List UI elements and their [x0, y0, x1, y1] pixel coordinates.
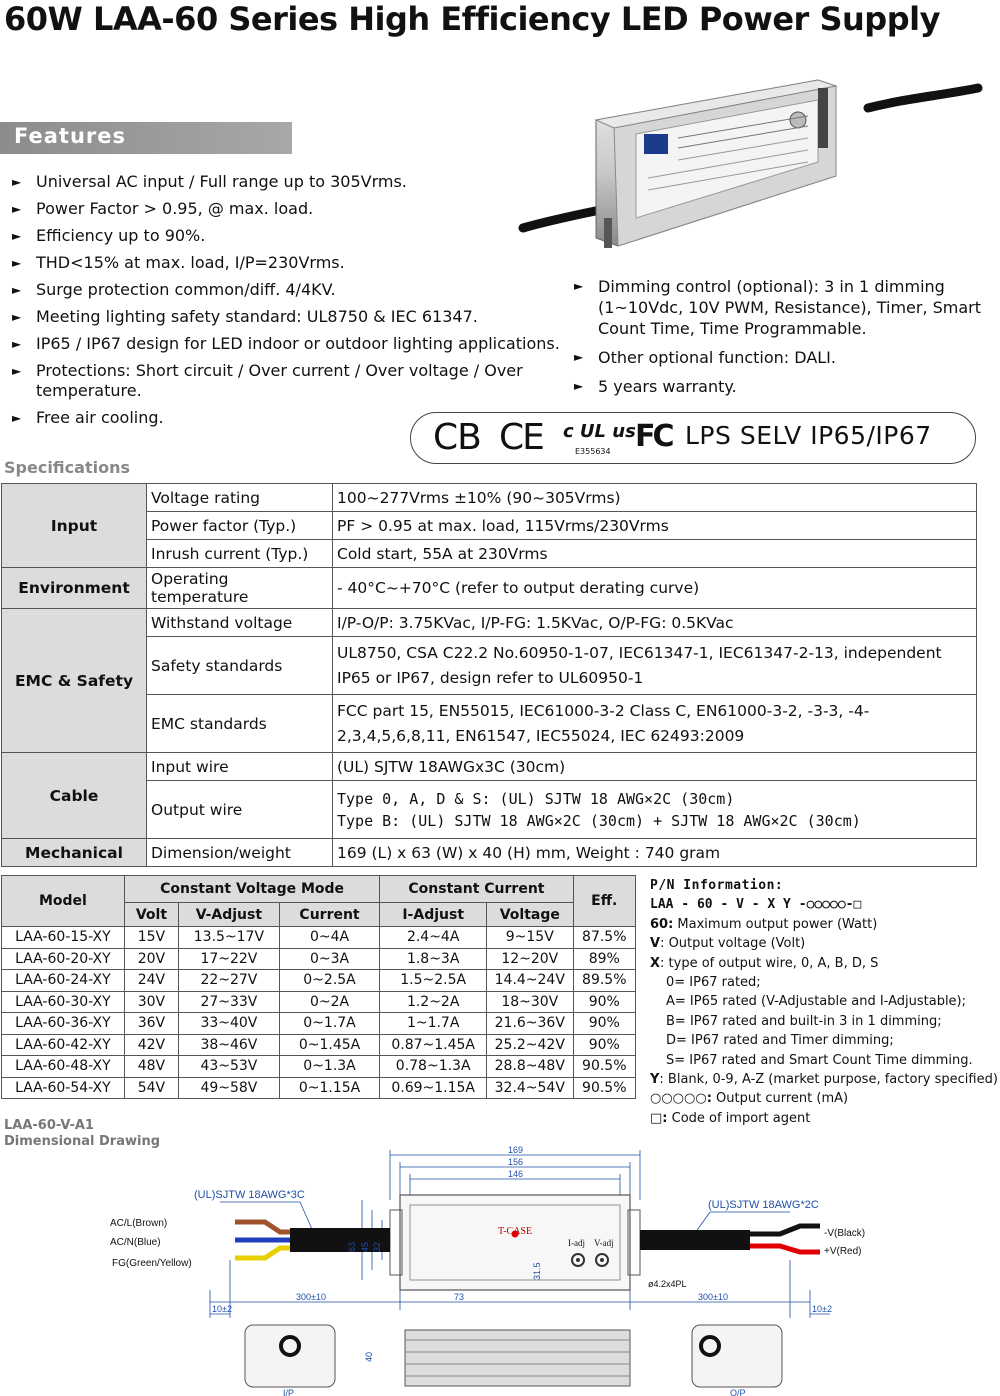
spec-value: UL8750, CSA C22.2 No.60950-1-07, IEC61347-1, IEC61347-2-13, independent IP65 or IP67, design refer to UL60950-1 — [333, 637, 977, 695]
spec-value: - 40°C~+70°C (refer to output derating curve) — [333, 568, 977, 609]
col-header: Constant Current — [380, 876, 573, 903]
table-row — [2, 1034, 636, 1056]
table-cell: 33~40V — [179, 1013, 280, 1035]
feature-item: ► Universal AC input / Full range up to 305Vrms. — [12, 172, 572, 192]
product-photo — [518, 68, 986, 258]
vadj-label: V-adj — [594, 1238, 614, 1248]
pn-desc: : Output voltage (Volt) — [660, 936, 806, 952]
feature-item: ► Power Factor > 0.95, @ max. load. — [12, 199, 572, 219]
table-cell: 38~46V — [179, 1034, 280, 1056]
pn-option: S= IP67 rated and Smart Count Time dimming. — [666, 1052, 973, 1068]
table-row — [2, 1077, 636, 1099]
pn-line — [650, 954, 1000, 973]
dim-40: 40 — [364, 1351, 374, 1362]
spec-item: Withstand voltage — [147, 609, 333, 637]
table-cell: 1.5~2.5A — [380, 970, 487, 992]
pn-desc: Code of import agent — [667, 1110, 811, 1126]
spec-value: Cold start, 55A at 230Vrms — [333, 540, 977, 568]
table-cell: 49~58V — [179, 1077, 280, 1099]
pn-line — [650, 934, 1000, 953]
pn-key: □: — [650, 1110, 668, 1126]
feature-item: ► 5 years warranty. — [574, 376, 994, 397]
col-header: Voltage — [487, 903, 574, 927]
dim-10-out: 10±2 — [812, 1304, 832, 1314]
table-cell: 0~1.15A — [279, 1077, 380, 1099]
certification-logos — [410, 412, 976, 464]
table-cell: LAA-60-30-XY — [2, 991, 125, 1013]
pn-option: B= IP67 rated and built-in 3 in 1 dimming; — [666, 1013, 942, 1029]
features-list-left — [12, 172, 572, 435]
table-cell: 89.5% — [573, 970, 635, 992]
table-cell: 0.87~1.45A — [380, 1034, 487, 1056]
table-cell: 9~15V — [487, 927, 574, 949]
dim-169: 169 — [508, 1145, 524, 1155]
table-cell: 48V — [124, 1056, 178, 1078]
col-header: Model — [2, 876, 125, 927]
table-cell: 90% — [573, 1034, 635, 1056]
table-cell: 18~30V — [487, 991, 574, 1013]
spec-value: 100~277Vrms ±10% (90~305Vrms) — [333, 484, 977, 512]
table-cell: 24V — [124, 970, 178, 992]
table-cell: 25.2~42V — [487, 1034, 574, 1056]
pn-line — [650, 1109, 1000, 1128]
pn-line — [650, 1070, 1000, 1089]
table-cell: 14.4~24V — [487, 970, 574, 992]
spec-value: 169 (L) x 63 (W) x 40 (H) mm, Weight : 740 gram — [333, 839, 977, 867]
feature-item: ► IP65 / IP67 design for LED indoor or outdoor lighting applications. — [12, 334, 572, 354]
cb-logo: CB — [433, 417, 481, 458]
table-row — [2, 1013, 636, 1035]
spec-item: Power factor (Typ.) — [147, 512, 333, 540]
table-cell: 42V — [124, 1034, 178, 1056]
dim-63: 63 — [347, 1241, 357, 1252]
spec-category: EMC & Safety — [2, 609, 147, 753]
output-wire-line-1: Type 0, A, D & S: (UL) SJTW 18 AWG×2C (30cm) — [337, 789, 735, 808]
dim-31-5: 31.5 — [532, 1262, 542, 1280]
table-cell: 89% — [573, 948, 635, 970]
table-cell: 0.78~1.3A — [380, 1056, 487, 1078]
spec-value: (UL) SJTW 18AWGx3C (30cm) — [333, 753, 977, 781]
table-row — [2, 948, 636, 970]
feature-item: ► Other optional function: DALI. — [574, 347, 994, 368]
col-header: Eff. — [573, 876, 635, 927]
spec-item: EMC standards — [147, 695, 333, 753]
table-cell: 1.2~2A — [380, 991, 487, 1013]
spec-item: Inrush current (Typ.) — [147, 540, 333, 568]
table-row — [2, 927, 636, 949]
pn-code: LAA - 60 - V - X Y -○○○○○-□ — [650, 897, 862, 913]
acn-label: AC/N(Blue) — [110, 1237, 161, 1248]
dim-10-in: 10±2 — [212, 1304, 232, 1314]
table-cell: LAA-60-24-XY — [2, 970, 125, 992]
fcc-logo: FC — [635, 419, 672, 454]
table-cell: 90.5% — [573, 1056, 635, 1078]
table-cell: 43~53V — [179, 1056, 280, 1078]
pn-desc: Output current (mA) — [711, 1091, 849, 1107]
table-cell: 22~27V — [179, 970, 280, 992]
table-cell: LAA-60-42-XY — [2, 1034, 125, 1056]
table-cell: 13.5~17V — [179, 927, 280, 949]
pn-key: ○○○○○: — [650, 1091, 712, 1107]
feature-item: ► Free air cooling. — [12, 408, 572, 428]
pn-key: 60: — [650, 916, 674, 932]
spec-value — [333, 781, 977, 839]
dim-45: 45 — [360, 1241, 370, 1252]
dim-156: 156 — [508, 1157, 524, 1167]
op-label: O/P — [730, 1388, 746, 1396]
table-cell: 17~22V — [179, 948, 280, 970]
pn-desc: : Blank, 0-9, A-Z (market purpose, factory specified) — [659, 1072, 998, 1088]
feature-item: ► Protections: Short circuit / Over current / Over voltage / Over temperature. — [12, 361, 532, 401]
pn-desc: Maximum output power (Watt) — [673, 916, 878, 932]
pn-desc: : type of output wire, 0, A, B, D, S — [660, 955, 879, 971]
vneg-label: -V(Black) — [824, 1228, 866, 1239]
table-row — [2, 1056, 636, 1078]
pn-heading: P/N Information: — [650, 878, 784, 893]
ip-label: I/P — [283, 1388, 295, 1396]
feature-item: ► THD<15% at max. load, I/P=230Vrms. — [12, 253, 572, 273]
acl-label: AC/L(Brown) — [110, 1218, 168, 1229]
spec-value: I/P-O/P: 3.75KVac, I/P-FG: 1.5KVac, O/P-FG: 0.5KVac — [333, 609, 977, 637]
spec-category: Input — [2, 484, 147, 568]
table-cell: 87.5% — [573, 927, 635, 949]
hole-label: ø4.2x4PL — [648, 1279, 687, 1289]
output-cable-label: (UL)SJTW 18AWG*2C — [708, 1199, 819, 1211]
spec-value: FCC part 15, EN55015, IEC61000-3-2 Class C, EN61000-3-2, -3-3, -4-2,3,4,5,6,8,11, EN61547, IEC55024, IEC 62493:2009 — [333, 695, 977, 753]
spec-item: Safety standards — [147, 637, 333, 695]
table-cell: LAA-60-15-XY — [2, 927, 125, 949]
table-cell: 2.4~4A — [380, 927, 487, 949]
fg-label: FG(Green/Yellow) — [112, 1258, 192, 1269]
pn-line — [650, 1089, 1000, 1108]
pn-key: V — [650, 936, 661, 952]
iadj-label: I-adj — [568, 1238, 585, 1248]
dim-73: 73 — [454, 1292, 465, 1302]
vpos-label: +V(Red) — [824, 1246, 862, 1257]
col-header: Constant Voltage Mode — [124, 876, 380, 903]
col-header: I-Adjust — [380, 903, 487, 927]
col-header: Current — [279, 903, 380, 927]
table-cell: 28.8~48V — [487, 1056, 574, 1078]
table-cell: 27~33V — [179, 991, 280, 1013]
spec-item: Voltage rating — [147, 484, 333, 512]
dimensional-drawing — [100, 1140, 980, 1396]
model-table — [1, 875, 636, 1099]
table-cell: 12~20V — [487, 948, 574, 970]
pn-key: Y — [650, 1072, 660, 1088]
features-list-right — [574, 276, 994, 405]
pn-option: 0= IP67 rated; — [666, 975, 761, 991]
spec-category: Mechanical — [2, 839, 147, 867]
drawing-model: LAA-60-V-A1 — [4, 1118, 94, 1133]
table-cell: 90% — [573, 991, 635, 1013]
table-cell: 36V — [124, 1013, 178, 1035]
table-cell: LAA-60-20-XY — [2, 948, 125, 970]
spec-category: Environment — [2, 568, 147, 609]
feature-item: ► Surge protection common/diff. 4/4KV. — [12, 280, 572, 300]
table-cell: 1.8~3A — [380, 948, 487, 970]
pn-line — [650, 915, 1000, 934]
dim-300-out: 300±10 — [698, 1292, 728, 1302]
table-row — [2, 991, 636, 1013]
table-cell: LAA-60-48-XY — [2, 1056, 125, 1078]
spec-item: Output wire — [147, 781, 333, 839]
table-cell: 0~1.3A — [279, 1056, 380, 1078]
table-cell: 0.69~1.15A — [380, 1077, 487, 1099]
table-cell: 90% — [573, 1013, 635, 1035]
ul-file-number: E355634 — [575, 447, 611, 456]
table-cell: 0~3A — [279, 948, 380, 970]
table-cell: 0~1.45A — [279, 1034, 380, 1056]
table-cell: 0~2A — [279, 991, 380, 1013]
dim-146: 146 — [508, 1169, 524, 1179]
ce-logo: CE — [499, 417, 543, 458]
table-cell: 54V — [124, 1077, 178, 1099]
cert-text: LPS SELV IP65/IP67 — [685, 421, 932, 450]
table-cell: LAA-60-54-XY — [2, 1077, 125, 1099]
spec-category: Cable — [2, 753, 147, 839]
spec-item: Input wire — [147, 753, 333, 781]
pn-key: X — [650, 955, 661, 971]
col-header: V-Adjust — [179, 903, 280, 927]
spec-item: Operating temperature — [147, 568, 333, 609]
table-cell: 0~2.5A — [279, 970, 380, 992]
feature-item: ► Efficiency up to 90%. — [12, 226, 572, 246]
dim-32: 32 — [372, 1241, 382, 1252]
table-cell: 32.4~54V — [487, 1077, 574, 1099]
drawing-caption: Dimensional Drawing — [4, 1134, 160, 1149]
spec-value: PF > 0.95 at max. load, 115Vrms/230Vrms — [333, 512, 977, 540]
table-cell: 1~1.7A — [380, 1013, 487, 1035]
table-cell: 90.5% — [573, 1077, 635, 1099]
table-cell: LAA-60-36-XY — [2, 1013, 125, 1035]
pn-option: A= IP65 rated (V-Adjustable and I-Adjustable); — [666, 994, 967, 1010]
page-title: 60W LAA-60 Series High Efficiency LED Power Supply — [4, 0, 940, 38]
table-cell: 30V — [124, 991, 178, 1013]
output-wire-line-2: Type B: (UL) SJTW 18 AWG×2C (30cm) + SJTW 18 AWG×2C (30cm) — [337, 811, 861, 830]
input-cable-label: (UL)SJTW 18AWG*3C — [194, 1189, 305, 1201]
features-heading: Features — [0, 122, 292, 154]
tcase-label: T-CASE — [498, 1226, 533, 1237]
col-header: Volt — [124, 903, 178, 927]
specifications-table — [1, 483, 977, 867]
dim-300-in: 300±10 — [296, 1292, 326, 1302]
table-row — [2, 970, 636, 992]
ul-logo: c UL us — [563, 421, 636, 442]
table-cell: 15V — [124, 927, 178, 949]
pn-option: D= IP67 rated and Timer dimming; — [666, 1033, 894, 1049]
pn-information — [650, 876, 1000, 1128]
table-cell: 21.6~36V — [487, 1013, 574, 1035]
feature-item: ► Dimming control (optional): 3 in 1 dimming (1~10Vdc, 10V PWM, Resistance), Timer, Smart Count Time, Time Programmable. — [574, 276, 994, 339]
table-cell: 0~4A — [279, 927, 380, 949]
specifications-heading: Specifications — [4, 458, 130, 477]
spec-item: Dimension/weight — [147, 839, 333, 867]
table-cell: 0~1.7A — [279, 1013, 380, 1035]
table-cell: 20V — [124, 948, 178, 970]
feature-item: ► Meeting lighting safety standard: UL8750 & IEC 61347. — [12, 307, 572, 327]
